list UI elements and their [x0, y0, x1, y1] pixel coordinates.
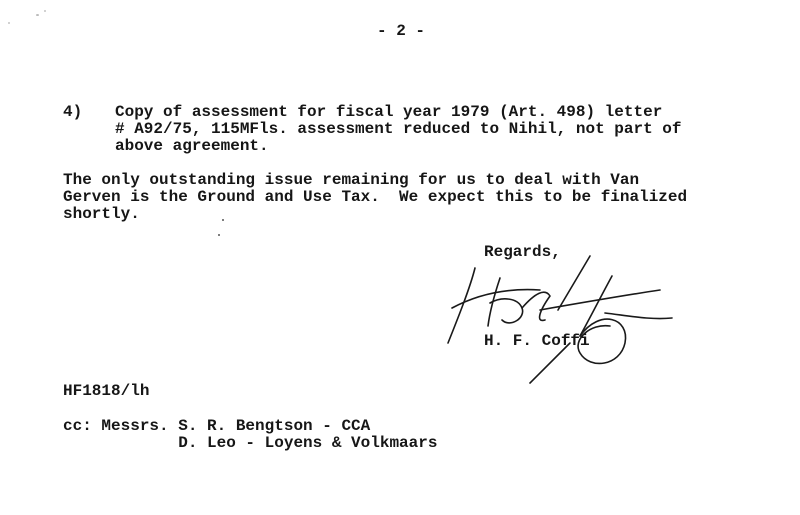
page-number: - 2 - [377, 22, 426, 40]
list-item-number: 4) [63, 103, 83, 121]
list-item-text-line: Copy of assessment for fiscal year 1979 (Art. 498) letter [115, 103, 663, 121]
signer-name: H. F. Coffi [484, 332, 590, 350]
reference-code: HF1818/lh [63, 382, 150, 400]
paragraph-line: The only outstanding issue remaining for us to deal with Van [63, 171, 640, 189]
paragraph-line: shortly. [63, 205, 140, 223]
cc-line: D. Leo - Loyens & Volkmaars [63, 434, 438, 452]
list-item-text-line: # A92/75, 115MFls. assessment reduced to Nihil, not part of [115, 120, 682, 138]
scan-speck [36, 14, 39, 16]
list-item-text-line: above agreement. [115, 137, 269, 155]
scan-speck [8, 22, 10, 24]
scan-speck [44, 10, 46, 12]
paragraph-line: Gerven is the Ground and Use Tax. We expect this to be finalized [63, 188, 688, 206]
cc-line: cc: Messrs. S. R. Bengtson - CCA [63, 417, 371, 435]
handwritten-signature [440, 248, 680, 388]
closing-salutation: Regards, [484, 243, 561, 261]
scan-speck [218, 234, 220, 236]
scan-speck [222, 219, 224, 221]
